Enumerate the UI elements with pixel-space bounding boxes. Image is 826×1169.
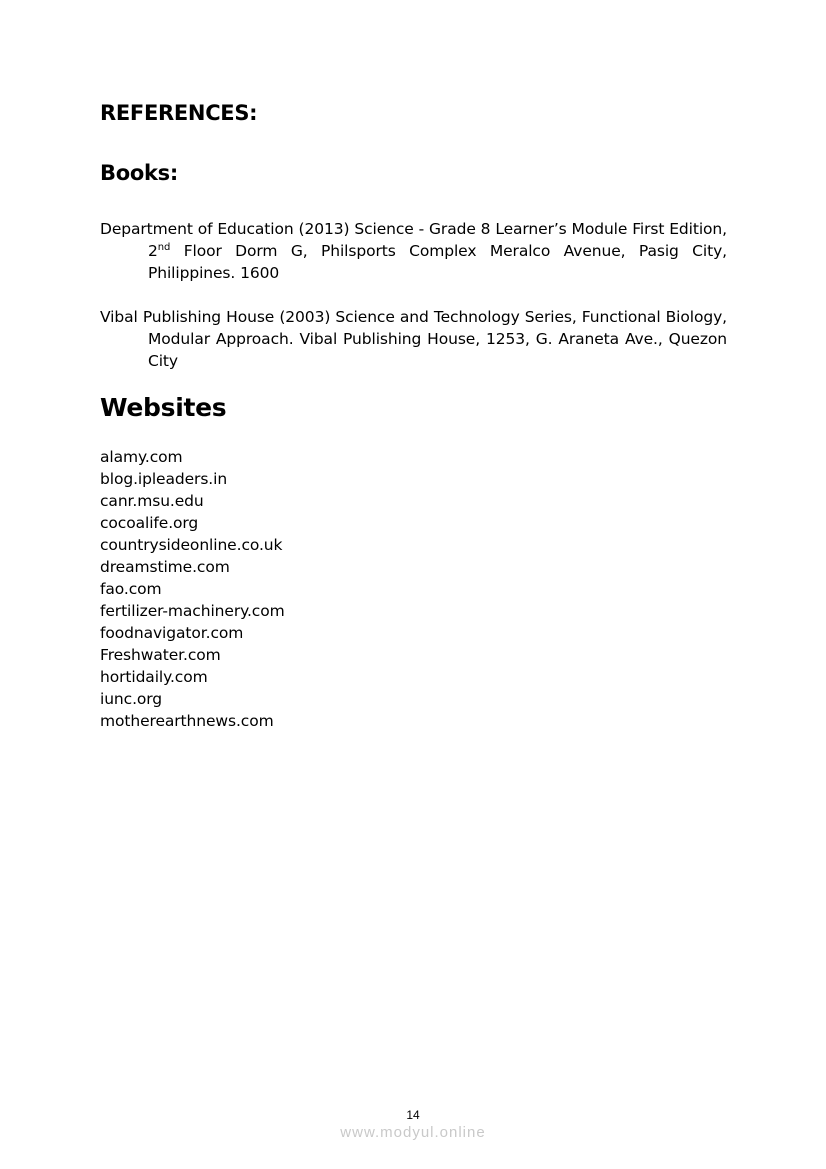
book-entry-superscript: nd <box>157 242 171 253</box>
website-item: dreamstime.com <box>100 558 230 576</box>
websites-heading: Websites <box>100 393 227 422</box>
websites-list <box>100 446 285 732</box>
website-item: blog.ipleaders.in <box>100 470 228 488</box>
website-item: alamy.com <box>100 448 183 466</box>
website-item: Freshwater.com <box>100 646 221 664</box>
website-item: foodnavigator.com <box>100 624 244 642</box>
watermark: www.modyul.online <box>340 1124 486 1141</box>
book-entry-text: Department of Education (2013) Science - Grade 8 Learner’s Module First Edition, 2 <box>100 220 727 260</box>
book-entry <box>100 218 727 284</box>
book-entry <box>100 306 727 372</box>
website-item: hortidaily.com <box>100 668 208 686</box>
website-item: fertilizer-machinery.com <box>100 602 285 620</box>
books-list <box>100 218 727 394</box>
books-heading: Books: <box>100 161 178 185</box>
website-item: cocoalife.org <box>100 514 199 532</box>
website-item: countrysideonline.co.uk <box>100 536 283 554</box>
references-heading: REFERENCES: <box>100 101 258 125</box>
website-item: iunc.org <box>100 690 163 708</box>
website-item: motherearthnews.com <box>100 712 274 730</box>
page-number: 14 <box>406 1108 420 1122</box>
website-item: fao.com <box>100 580 162 598</box>
book-entry-text-continued: Floor Dorm G, Philsports Complex Meralco Avenue, Pasig City, Philippines. 1600 <box>148 242 727 282</box>
website-item: canr.msu.edu <box>100 492 204 510</box>
book-entry-text: Vibal Publishing House (2003) Science and Technology Series, Functional Biology, Modular Approach. Vibal Publishing House, 1253, G. Araneta Ave., Quezon City <box>100 308 727 370</box>
